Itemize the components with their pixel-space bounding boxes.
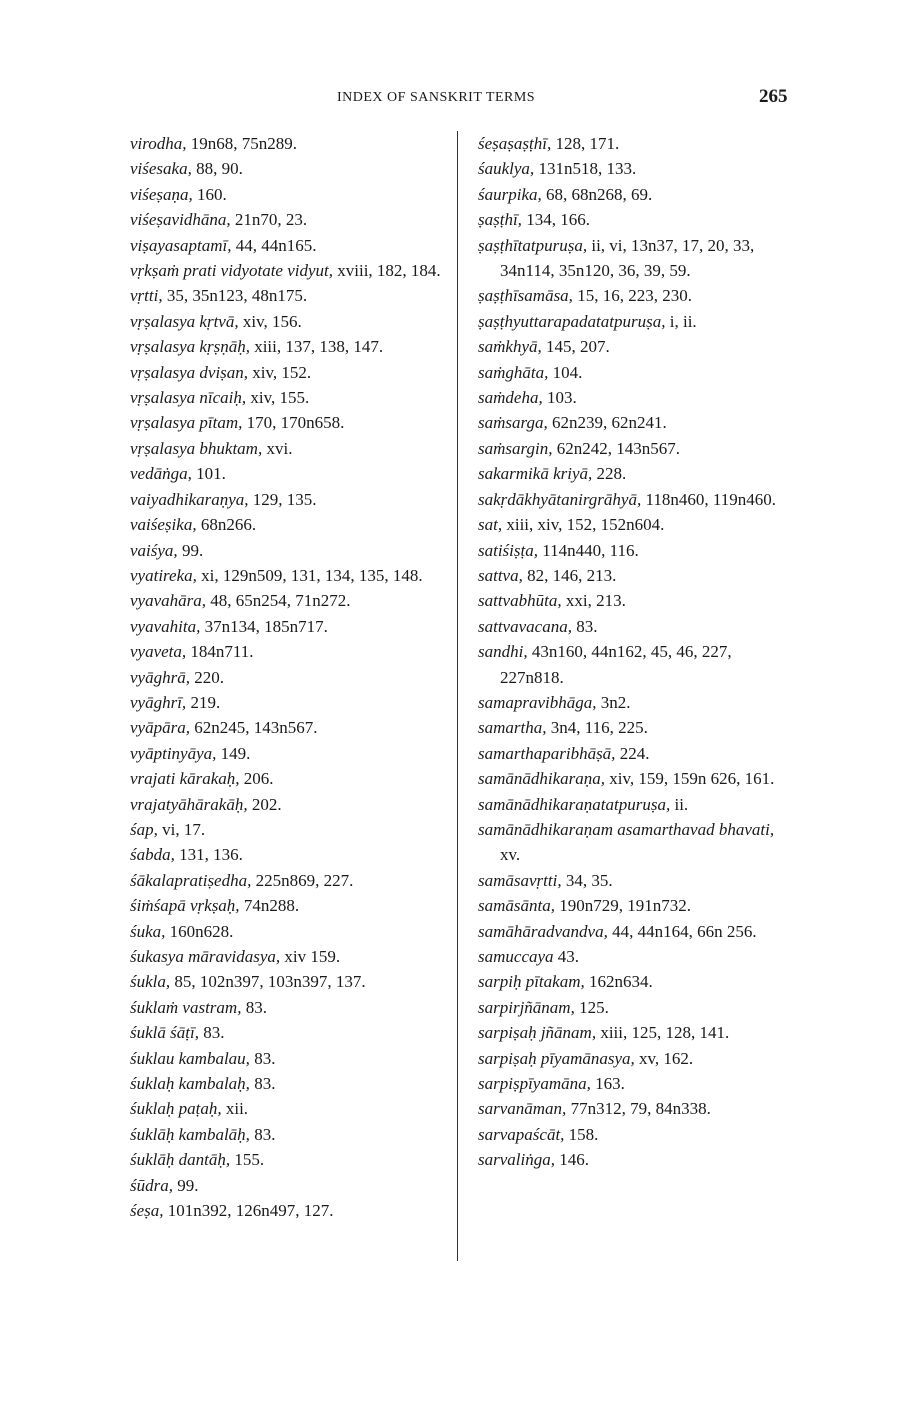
index-references: 68n266.	[196, 515, 257, 535]
index-references: 21n70, 23.	[230, 210, 308, 230]
index-references: 158.	[564, 1124, 599, 1144]
index-references: xiii, xiv, 152, 152n604.	[502, 515, 665, 535]
index-term: śuklaḥ paṭaḥ,	[130, 1099, 222, 1119]
index-entry	[478, 512, 798, 537]
index-term: vṛṣalasya nīcaiḥ,	[130, 388, 247, 408]
index-entry	[130, 512, 446, 537]
index-entry	[478, 1096, 798, 1121]
index-term: sat,	[478, 515, 503, 535]
index-term: sarpiṣaḥ pīyamānasya,	[478, 1048, 635, 1068]
index-entry	[130, 893, 446, 918]
index-term: śaurpika,	[478, 184, 542, 204]
index-references: 129, 135.	[248, 489, 317, 509]
index-entry	[478, 538, 798, 563]
index-entry	[130, 334, 446, 359]
index-entry	[478, 792, 798, 817]
index-entry	[478, 1046, 798, 1071]
left-index-column	[130, 131, 446, 1223]
index-term: satiśiṣṭa,	[478, 540, 538, 560]
index-term: sattva,	[478, 565, 523, 585]
index-entry	[130, 639, 446, 664]
index-entry	[478, 563, 798, 588]
index-references: 118n460, 119n460.	[641, 489, 776, 509]
index-term: sandhi,	[478, 642, 528, 662]
index-entry	[130, 182, 446, 207]
index-term: ṣaṣṭhīsamāsa,	[478, 286, 573, 306]
index-term: viṣayasaptamī,	[130, 235, 232, 255]
index-references: 146.	[554, 1150, 589, 1170]
index-references: ii.	[670, 794, 689, 814]
index-references: 131n518, 133.	[534, 159, 637, 179]
index-references: 101n392, 126n497, 127.	[163, 1201, 334, 1221]
index-entry	[130, 360, 446, 385]
index-entry	[130, 487, 446, 512]
index-term: samānādhikaraṇam asamarthavad bhavati,	[478, 819, 775, 839]
index-references: 99.	[177, 540, 204, 560]
index-references: 149.	[216, 743, 251, 763]
index-term: sattvabhūta,	[478, 591, 562, 611]
index-entry	[478, 715, 798, 740]
index-references: xxi, 213.	[561, 591, 626, 611]
index-term: sakṛdākhyātanirgrāhyā,	[478, 489, 642, 509]
index-entry	[130, 538, 446, 563]
index-references: 15, 16, 223, 230.	[572, 286, 692, 306]
index-references: 77n312, 79, 84n338.	[566, 1099, 711, 1119]
index-references: xii.	[221, 1099, 249, 1119]
index-entry	[130, 1147, 446, 1172]
index-references: xiv, 155.	[246, 388, 310, 408]
index-term: śuklā śāṭī,	[130, 1023, 199, 1043]
index-references: 34, 35.	[561, 870, 613, 890]
index-references: 48, 65n254, 71n272.	[206, 591, 351, 611]
index-term: vyavahāra,	[130, 591, 207, 611]
index-entry	[130, 1046, 446, 1071]
index-references: xiv, 156.	[238, 311, 302, 331]
index-entry	[130, 614, 446, 639]
index-references: 103.	[542, 388, 577, 408]
index-term: śākalapratiṣedha,	[130, 870, 252, 890]
index-term: vṛtti,	[130, 286, 163, 306]
index-term: śuklau kambalau,	[130, 1048, 250, 1068]
index-entry	[478, 207, 798, 232]
index-entry	[130, 665, 446, 690]
index-entry	[478, 868, 798, 893]
index-entry	[130, 995, 446, 1020]
index-term: sarpiḥ pītakam,	[478, 972, 585, 992]
index-references: 134, 166.	[521, 210, 590, 230]
index-references: 131, 136.	[174, 845, 243, 865]
index-term: vyatireka,	[130, 565, 197, 585]
index-term: vyāghrā,	[130, 667, 190, 687]
index-term: śuka,	[130, 921, 166, 941]
index-term: vyāghrī,	[130, 692, 187, 712]
index-references: xvi.	[262, 438, 293, 458]
index-term: sattvavacana,	[478, 616, 572, 636]
index-term: vyavahita,	[130, 616, 201, 636]
index-term: vṛṣalasya kṛṣṇāḥ,	[130, 337, 250, 357]
index-term: samānādhikaraṇatatpuruṣa,	[478, 794, 671, 814]
index-entry	[478, 741, 798, 766]
index-references: 160.	[192, 184, 227, 204]
index-entry	[130, 461, 446, 486]
index-entry	[478, 487, 798, 512]
index-term: śuklāḥ kambalāḥ,	[130, 1124, 250, 1144]
index-entry	[130, 944, 446, 969]
index-entry	[478, 969, 798, 994]
index-references: vi, 17.	[157, 819, 206, 839]
index-term: śukla,	[130, 972, 171, 992]
index-entry	[130, 792, 446, 817]
index-term: vṛkṣaṁ prati vidyotate vidyut,	[130, 261, 334, 281]
index-references: 99.	[172, 1175, 199, 1195]
index-entry	[130, 868, 446, 893]
index-entry	[130, 410, 446, 435]
index-references: xviii, 182, 184.	[333, 261, 441, 281]
index-references: 62n242, 143n567.	[552, 438, 680, 458]
index-term: sarvanāman,	[478, 1099, 567, 1119]
index-entry	[130, 1198, 446, 1223]
index-references: 44, 44n165.	[231, 235, 317, 255]
index-term: samartha,	[478, 718, 547, 738]
index-references: 220.	[189, 667, 224, 687]
index-entry	[478, 1071, 798, 1096]
index-references: xiv, 152.	[248, 362, 312, 382]
index-term: vṛṣalasya dviṣan,	[130, 362, 249, 382]
index-term: samāsavṛtti,	[478, 870, 562, 890]
index-entry	[130, 131, 446, 156]
index-references: 128, 171.	[551, 134, 620, 153]
index-entry	[478, 309, 798, 334]
index-term: śauklya,	[478, 159, 535, 179]
index-term: viśeṣavidhāna,	[130, 210, 231, 230]
index-references: xiv, 159, 159n 626, 161.	[605, 769, 775, 789]
index-entry	[130, 1173, 446, 1198]
index-term: śiṁśapā vṛkṣaḥ,	[130, 896, 240, 916]
index-references: 202.	[247, 794, 282, 814]
index-references: i, ii.	[665, 311, 697, 331]
index-references: 83.	[249, 1124, 276, 1144]
index-references: 190n729, 191n732.	[554, 896, 691, 916]
index-term: saṁdeha,	[478, 388, 543, 408]
index-references: 88, 90.	[191, 159, 243, 179]
index-references: 44, 44n164, 66n 256.	[607, 921, 757, 941]
index-term: śabda,	[130, 845, 175, 865]
index-term: śukasya māravidasya,	[130, 947, 281, 966]
index-term: vaiśya,	[130, 540, 178, 560]
index-references: 228.	[592, 464, 627, 484]
index-references: 82, 146, 213.	[522, 565, 617, 585]
index-entry	[130, 842, 446, 867]
index-term: vrajatyāhārakāḥ,	[130, 794, 248, 814]
index-references: 62n245, 143n567.	[189, 718, 318, 738]
index-entry	[478, 1020, 798, 1045]
index-references: 206.	[239, 769, 274, 789]
index-entry	[478, 436, 798, 461]
index-entry	[478, 944, 798, 969]
index-references: 43.	[553, 947, 580, 966]
index-entry	[478, 131, 798, 156]
index-references: 3n4, 116, 225.	[546, 718, 648, 738]
index-entry	[130, 156, 446, 181]
index-references: 114n440, 116.	[538, 540, 639, 560]
index-term: vṛṣalasya kṛtvā,	[130, 311, 239, 331]
index-term: saṁsarga,	[478, 413, 548, 433]
index-entry	[130, 207, 446, 232]
index-references: 145, 207.	[541, 337, 610, 357]
index-entry	[478, 919, 798, 944]
index-references: 83.	[249, 1074, 276, 1094]
index-term: saṁsargin,	[478, 438, 553, 458]
index-entry	[130, 283, 446, 308]
index-entry	[478, 766, 798, 791]
index-term: samarthaparibhāṣā,	[478, 743, 616, 763]
index-entry	[478, 461, 798, 486]
index-term: samānādhikaraṇa,	[478, 769, 606, 789]
index-entry	[478, 1147, 798, 1172]
index-term: śuklaṁ vastram,	[130, 997, 242, 1017]
index-references: 35, 35n123, 48n175.	[162, 286, 308, 306]
index-term: sarvaliṅga,	[478, 1150, 555, 1170]
index-term: śūdra,	[130, 1175, 173, 1195]
index-term: viśesaka,	[130, 159, 192, 179]
index-references: 37n134, 185n717.	[200, 616, 328, 636]
index-entry	[130, 1071, 446, 1096]
index-references: 85, 102n397, 103n397, 137.	[170, 972, 366, 992]
index-term: vyaveta,	[130, 642, 187, 662]
index-term: śeṣaṣaṣṭhī,	[478, 134, 552, 153]
index-entry	[130, 309, 446, 334]
index-entry	[130, 258, 446, 283]
index-term: vaiśeṣika,	[130, 515, 197, 535]
index-entry	[478, 410, 798, 435]
index-entry	[478, 385, 798, 410]
index-entry	[478, 233, 798, 284]
index-entry	[478, 1122, 798, 1147]
index-entry	[478, 588, 798, 613]
index-term: samāsānta,	[478, 896, 555, 916]
index-references: xiii, 125, 128, 141.	[596, 1023, 730, 1043]
index-references: xv, 162.	[634, 1048, 694, 1068]
index-references: 83.	[571, 616, 598, 636]
index-term: samuccaya	[478, 947, 554, 966]
index-term: śeṣa,	[130, 1201, 164, 1221]
index-references: 225n869, 227.	[251, 870, 354, 890]
index-references: 162n634.	[584, 972, 653, 992]
index-entry	[130, 690, 446, 715]
index-entry	[130, 233, 446, 258]
index-term: samāhāradvandva,	[478, 921, 608, 941]
index-term: śap,	[130, 819, 158, 839]
index-references: 68, 68n268, 69.	[541, 184, 653, 204]
index-entry	[478, 614, 798, 639]
index-term: saṁkhyā,	[478, 337, 542, 357]
index-references: xi, 129n509, 131, 134, 135, 148.	[196, 565, 423, 585]
index-entry	[478, 639, 798, 690]
index-references: xiv 159.	[280, 947, 341, 966]
index-entry	[478, 360, 798, 385]
index-references: 3n2.	[596, 692, 631, 712]
index-references: 160n628.	[165, 921, 234, 941]
index-term: sarpirjñānam,	[478, 997, 575, 1017]
index-entry	[478, 995, 798, 1020]
index-references: 184n711.	[186, 642, 254, 662]
index-term: ṣaṣṭhī,	[478, 210, 522, 230]
index-term: vedāṅga,	[130, 464, 192, 484]
index-entry	[130, 919, 446, 944]
column-divider	[457, 131, 458, 1261]
index-entry	[130, 969, 446, 994]
index-term: viśeṣaṇa,	[130, 184, 193, 204]
index-entry	[130, 385, 446, 410]
index-entry	[130, 1096, 446, 1121]
index-references: 104.	[548, 362, 583, 382]
index-entry	[478, 156, 798, 181]
index-entry	[478, 817, 798, 868]
index-references: 83.	[249, 1048, 276, 1068]
index-term: vyāpāra,	[130, 718, 190, 738]
index-references: 62n239, 62n241.	[547, 413, 667, 433]
index-entry	[130, 766, 446, 791]
index-references: 101.	[191, 464, 226, 484]
index-entry	[478, 182, 798, 207]
index-term: śuklāḥ dantāḥ,	[130, 1150, 231, 1170]
index-term: samapravibhāga,	[478, 692, 597, 712]
index-references: xv.	[500, 845, 521, 865]
index-entry	[130, 588, 446, 613]
index-entry	[478, 334, 798, 359]
index-entry	[478, 690, 798, 715]
index-term: vṛṣalasya pītam,	[130, 413, 243, 433]
page-header	[0, 86, 897, 112]
index-term: śuklaḥ kambalaḥ,	[130, 1074, 250, 1094]
index-references: 74n288.	[239, 896, 300, 916]
running-title: INDEX OF SANSKRIT TERMS	[337, 90, 536, 105]
index-entry	[130, 563, 446, 588]
index-term: vyāptinyāya,	[130, 743, 217, 763]
right-index-column	[478, 131, 798, 1173]
index-term: ṣaṣṭhyuttarapadatatpuruṣa,	[478, 311, 666, 331]
index-references: 83.	[241, 997, 267, 1017]
index-term: ṣaṣṭhītatpuruṣa,	[478, 235, 588, 255]
index-entry	[130, 1020, 446, 1045]
index-entry	[130, 1122, 446, 1147]
index-references: 219.	[186, 692, 221, 712]
index-references: 83.	[198, 1023, 225, 1043]
index-term: sakarmikā kriyā,	[478, 464, 593, 484]
index-term: saṁghāta,	[478, 362, 549, 382]
index-entry	[478, 893, 798, 918]
index-references: 170, 170n658.	[242, 413, 345, 433]
index-term: vaiyadhikaraṇya,	[130, 489, 249, 509]
index-references: 19n68, 75n289.	[186, 134, 298, 153]
index-references: 224.	[615, 743, 650, 763]
index-term: vrajati kārakaḥ,	[130, 769, 240, 789]
index-term: sarpiṣpīyamāna,	[478, 1074, 591, 1094]
index-references: 43n160, 44n162, 45, 46, 227, 227n818.	[500, 642, 732, 687]
page-number: 265	[759, 86, 788, 107]
index-term: sarpiṣaḥ jñānam,	[478, 1023, 597, 1043]
index-references: 155.	[230, 1150, 265, 1170]
index-entry	[478, 283, 798, 308]
index-references: 125.	[574, 997, 609, 1017]
index-references: 163.	[590, 1074, 625, 1094]
index-references: xiii, 137, 138, 147.	[249, 337, 384, 357]
index-entry	[130, 715, 446, 740]
index-entry	[130, 741, 446, 766]
index-term: virodha,	[130, 134, 187, 153]
index-entry	[130, 436, 446, 461]
index-entry	[130, 817, 446, 842]
index-term: sarvapaścāt,	[478, 1124, 565, 1144]
index-term: vṛṣalasya bhuktam,	[130, 438, 263, 458]
index-references: ii, vi, 13n37, 17, 20, 33, 34n114, 35n120, 36, 39, 59.	[500, 235, 755, 281]
